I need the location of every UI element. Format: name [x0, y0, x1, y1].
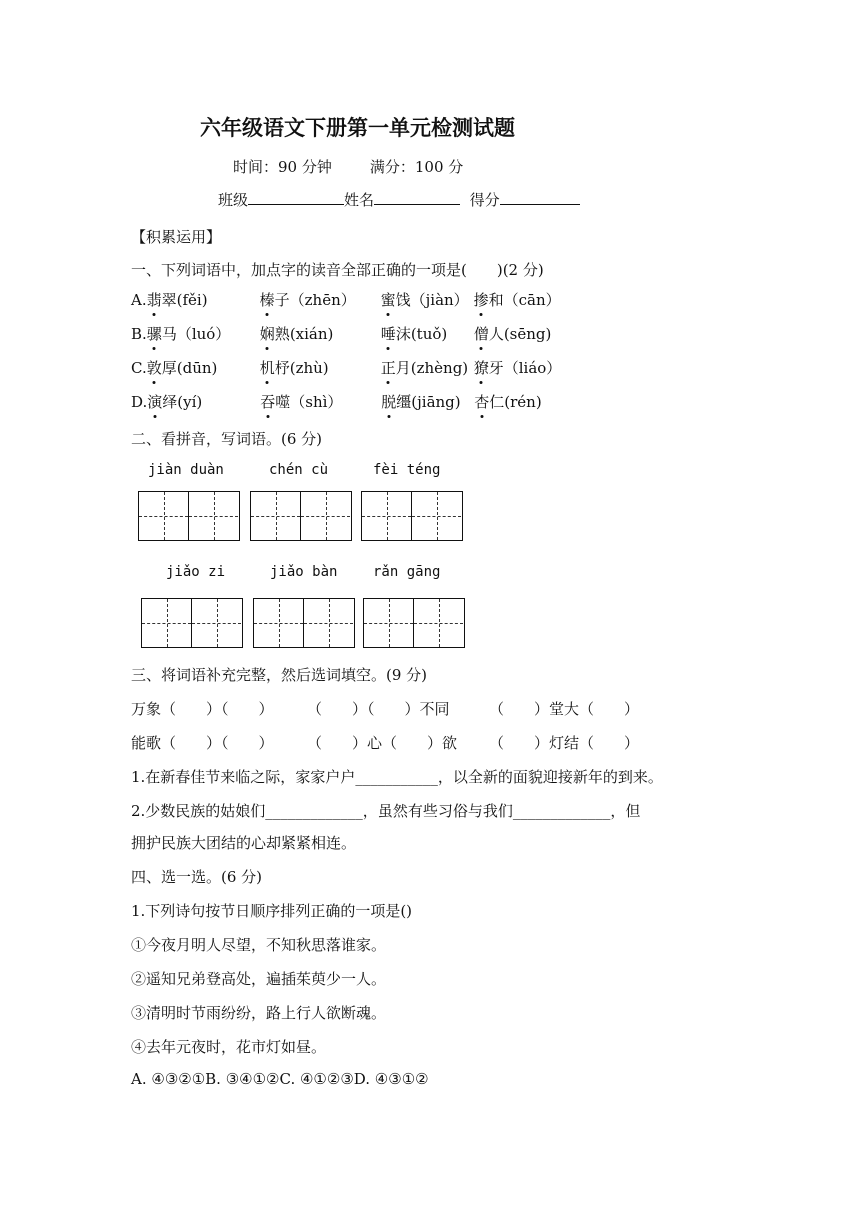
dotted-char: 蜜: [380, 291, 396, 309]
tianzi-box-1[interactable]: [138, 491, 240, 541]
word-rest: 月(zhèng): [395, 359, 469, 377]
dotted-char: 娴: [259, 325, 275, 343]
q1-option-d: [131, 391, 542, 412]
score-blank[interactable]: [500, 190, 580, 205]
dotted-char: 掺: [473, 291, 489, 309]
q3-stem: 三、将词语补充完整，然后选词填空。(9 分): [131, 666, 428, 684]
q3-sentence-2: 2.少数民族的姑娘们_____________，虽然有些习俗与我们_____________，但: [131, 802, 641, 820]
q4-stem: 四、选一选。(6 分): [131, 868, 263, 886]
q1-stem: 一、下列词语中，加点字的读音全部正确的一项是( )(2 分): [131, 261, 544, 279]
idiom-4: 能歌（ ）（ ）: [131, 734, 274, 752]
option-word: [381, 357, 474, 378]
name-blank[interactable]: [374, 190, 460, 205]
word-rest: 缰(jiāng): [396, 393, 461, 411]
time-limit: 时间：90 分钟: [233, 158, 332, 176]
option-word: [147, 323, 260, 344]
idiom-2: （ ）（ ）不同: [307, 700, 450, 718]
option-word: [474, 391, 541, 412]
q3-sentence-1: 1.在新春佳节来临之际，家家户户___________，以全新的面貌迎接新年的到来。: [131, 768, 663, 786]
pinyin-1: jiàn duàn: [148, 462, 224, 478]
poem-line-3: ③清明时节雨纷纷，路上行人欲断魂。: [131, 1004, 387, 1022]
q2-stem: 二、看拼音，写词语。(6 分): [131, 430, 323, 448]
option-word: [147, 289, 260, 310]
option-word: [474, 323, 552, 344]
word-rest: 沫(tuǒ): [395, 325, 448, 343]
full-score: 满分：100 分: [369, 158, 464, 176]
q3-words-row2: [131, 732, 639, 753]
dotted-char: 僧: [473, 325, 489, 343]
student-info: [218, 189, 580, 210]
dotted-char: 敦: [146, 359, 162, 377]
tianzi-box-3[interactable]: [361, 491, 463, 541]
dotted-char: 獠: [473, 359, 489, 377]
pinyin-2: chén cù: [269, 462, 329, 478]
dotted-char: 吞: [260, 393, 276, 411]
word-rest: 厚(dūn): [161, 359, 218, 377]
option-word: [260, 323, 381, 344]
dotted-char: 翡: [146, 291, 162, 309]
option-letter: D.: [131, 393, 148, 411]
pinyin-4: jiǎo zi: [166, 564, 226, 580]
tianzi-box-2[interactable]: [250, 491, 352, 541]
dotted-char: 唾: [380, 325, 396, 343]
idiom-6: （ ）灯结（ ）: [489, 734, 640, 752]
dotted-char: 骡: [146, 325, 162, 343]
idiom-1: 万象（ ）（ ）: [131, 700, 274, 718]
word-rest: 绎(yí): [162, 393, 203, 411]
section-heading: 【积累运用】: [131, 228, 222, 246]
word-rest: 噬（shì）: [275, 393, 343, 411]
class-blank[interactable]: [248, 190, 344, 205]
class-label: 班级: [218, 191, 249, 209]
q3-words-row1: [131, 698, 639, 719]
q3-sentence-2-cont: 拥护民族大团结的心却紧紧相连。: [131, 834, 357, 852]
pinyin-5: jiǎo bàn: [270, 564, 338, 580]
tianzi-box-6[interactable]: [363, 598, 465, 648]
q1-option-c: [131, 357, 561, 378]
word-rest: 子（zhēn）: [274, 291, 356, 309]
option-word: [381, 289, 474, 310]
word-rest: 饯（jiàn）: [395, 291, 469, 309]
option-word: [147, 391, 260, 412]
word-rest: 人(sēng): [488, 325, 552, 343]
option-word: [147, 357, 260, 378]
option-letter: A.: [131, 291, 147, 309]
dotted-char: 正: [380, 359, 396, 377]
score-label: 得分: [469, 191, 500, 209]
option-letter: B.: [131, 325, 147, 343]
word-rest: 熟(xián): [274, 325, 334, 343]
dotted-char: 演: [147, 393, 163, 411]
word-rest: 杼(zhù): [274, 359, 329, 377]
q1-option-b: [131, 323, 551, 344]
word-rest: 翠(fěi): [161, 291, 208, 309]
option-word: [260, 357, 381, 378]
tianzi-box-4[interactable]: [141, 598, 243, 648]
poem-line-4: ④去年元夜时，花市灯如昼。: [131, 1038, 327, 1056]
q1-option-a: [131, 289, 561, 310]
option-word: [381, 391, 474, 412]
option-word: [474, 357, 562, 378]
q4-answers: A. ④③②①B. ③④①②C. ④①②③D. ④③①②: [131, 1070, 429, 1088]
option-word: [474, 289, 561, 310]
option-word: [260, 289, 381, 310]
pinyin-3: fèi téng: [373, 462, 441, 478]
dotted-char: 榛: [259, 291, 275, 309]
dotted-char: 杏: [474, 393, 490, 411]
name-label: 姓名: [344, 191, 375, 209]
q4-sub: 1.下列诗句按节日顺序排列正确的一项是(): [131, 902, 413, 920]
word-rest: 和（cān）: [488, 291, 561, 309]
option-word: [381, 323, 474, 344]
idiom-3: （ ）堂大（ ）: [489, 700, 640, 718]
page-title: 六年级语文下册第一单元检测试题: [200, 115, 515, 140]
word-rest: 马（luó）: [161, 325, 231, 343]
word-rest: 牙（liáo）: [488, 359, 562, 377]
dotted-char: 机: [259, 359, 275, 377]
idiom-5: （ ）心（ ）欲: [307, 734, 458, 752]
tianzi-box-5[interactable]: [253, 598, 355, 648]
exam-meta: [233, 156, 463, 177]
word-rest: 仁(rén): [489, 393, 542, 411]
poem-line-2: ②遥知兄弟登高处，遍插茱萸少一人。: [131, 970, 387, 988]
poem-line-1: ①今夜月明人尽望，不知秋思落谁家。: [131, 936, 387, 954]
pinyin-6: rǎn gāng: [373, 564, 441, 580]
option-letter: C.: [131, 359, 147, 377]
dotted-char: 脱: [381, 393, 397, 411]
option-word: [260, 391, 381, 412]
